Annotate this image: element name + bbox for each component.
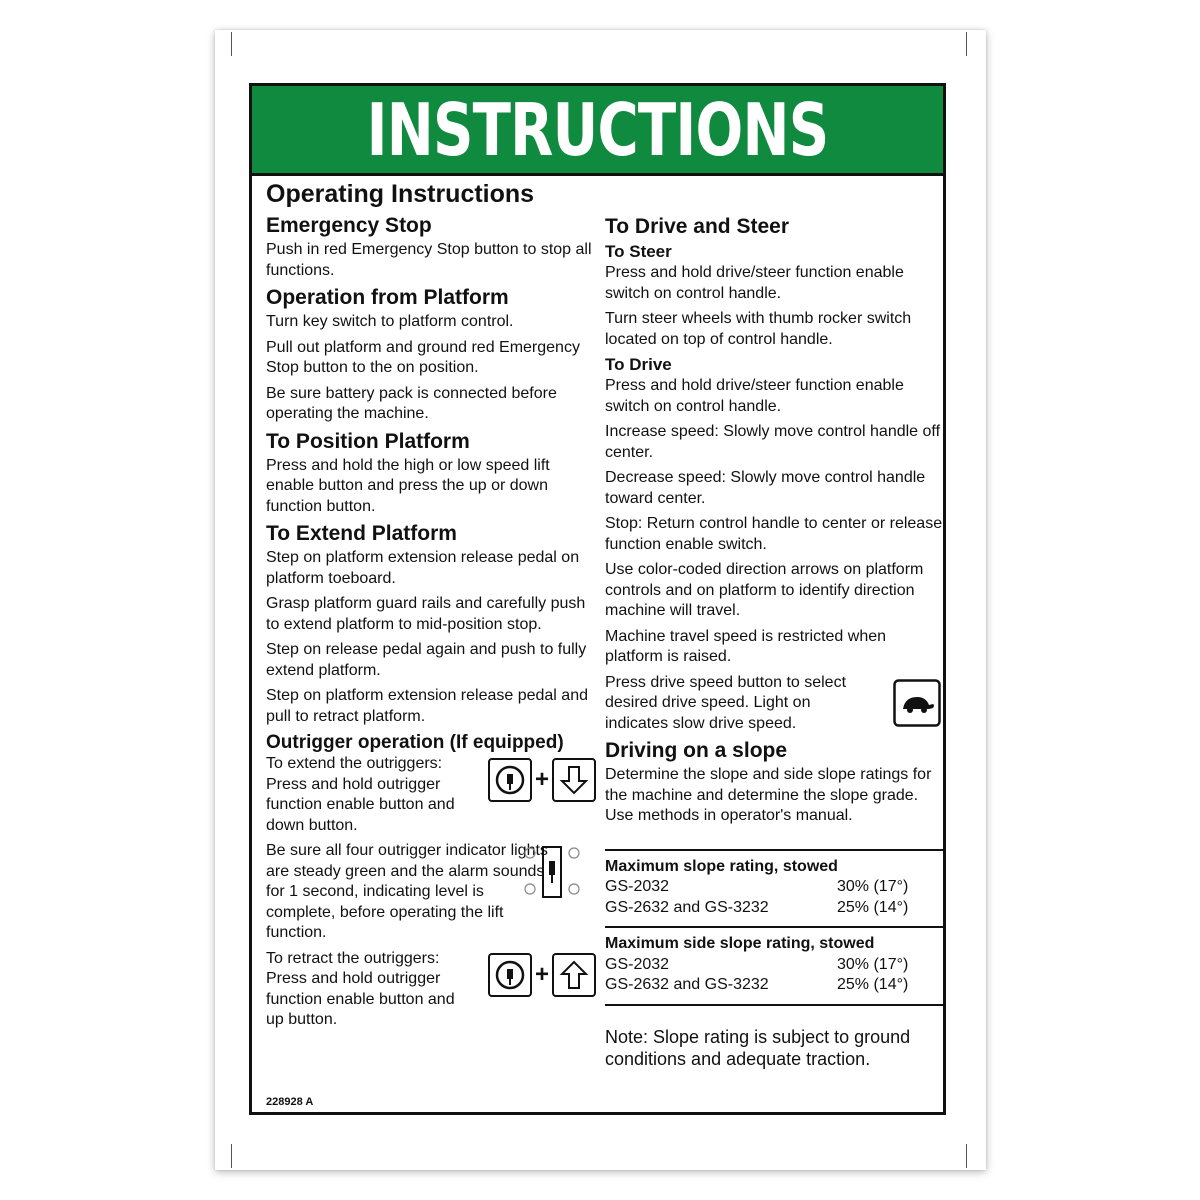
crop-mark	[231, 1144, 232, 1168]
model-cell: GS-2032	[605, 878, 670, 895]
model-cell: GS-2632 and GS-3232	[605, 898, 769, 916]
drive-p2: Increase speed: Slowly move control handle off center.	[605, 423, 941, 461]
slope-note: Note: Slope rating is subject to ground conditions and adequate traction.	[605, 1026, 911, 1069]
outrigger-retract-row	[266, 949, 596, 1031]
table-row	[605, 955, 943, 976]
banner-rule	[252, 173, 943, 176]
title-banner	[252, 86, 943, 173]
drive-p1: Press and hold drive/steer function enable switch on control handle.	[605, 377, 904, 415]
operation-platform-p3: Be sure battery pack is connected before operating the machine.	[266, 384, 557, 422]
extend-platform-heading: To Extend Platform	[266, 522, 457, 545]
table-row	[605, 975, 943, 996]
position-platform-heading: To Position Platform	[266, 429, 470, 453]
position-platform-text: Press and hold the high or low speed lift enable button and press the up or down function button.	[266, 456, 550, 515]
drive-heading: To Drive	[605, 355, 672, 374]
emergency-stop-heading: Emergency Stop	[266, 214, 432, 237]
outrigger-enable-icon	[488, 953, 532, 997]
side-slope-table	[605, 928, 943, 1004]
outrigger-retract-text: To retract the outriggers: Press and hold outrigger function enable button and up button.	[266, 949, 455, 1028]
crop-mark	[966, 1144, 967, 1168]
label-code: 228928 A	[266, 1096, 314, 1108]
outrigger-extend-text: To extend the outriggers: Press and hold outrigger function enable button and down button.	[266, 755, 455, 834]
operation-platform-heading: Operation from Platform	[266, 286, 509, 309]
table-rule	[605, 1004, 943, 1006]
emergency-stop-text: Push in red Emergency Stop button to stop all functions.	[266, 241, 592, 279]
slope-table	[605, 851, 943, 927]
extend-platform-p4: Step on platform extension release pedal and pull to retract platform.	[266, 687, 588, 725]
plus-sign: +	[534, 766, 549, 793]
outrigger-heading: Outrigger operation (If equipped)	[266, 732, 564, 753]
right-column	[605, 210, 943, 1075]
operation-platform-p2: Pull out platform and ground red Emergency Stop button to the on position.	[266, 338, 580, 376]
operation-platform-p1: Turn key switch to platform control.	[266, 313, 514, 330]
model-cell: GS-2632 and GS-3232	[605, 976, 769, 993]
rating-cell: 30% (17°)	[837, 955, 909, 973]
operating-instructions-title: Operating Instructions	[266, 180, 535, 208]
outrigger-retract-icons	[488, 953, 596, 997]
drive-p3: Decrease speed: Slowly move control handle toward center.	[605, 469, 926, 507]
outrigger-extend-row	[266, 754, 596, 836]
drive-p4: Stop: Return control handle to center or release function enable switch.	[605, 515, 943, 553]
down-arrow-icon	[552, 758, 596, 802]
rating-cell: 25% (14°)	[837, 976, 909, 993]
slope-text: Determine the slope and side slope ratings for the machine and determine the slope grade. Use methods in operator's manual.	[605, 766, 932, 824]
crop-mark	[966, 32, 967, 56]
slope-table-header: Maximum slope rating, stowed	[605, 857, 838, 875]
drive-steer-heading: To Drive and Steer	[605, 215, 789, 238]
extend-platform-p2: Grasp platform guard rails and carefully push to extend platform to mid-position stop.	[266, 595, 586, 633]
crop-mark	[231, 32, 232, 56]
steer-heading: To Steer	[605, 242, 672, 261]
model-cell: GS-2032	[605, 955, 670, 973]
slope-rating-tables	[605, 849, 943, 1006]
table-row	[605, 877, 943, 898]
side-slope-table-header: Maximum side slope rating, stowed	[605, 935, 875, 952]
steer-p2: Turn steer wheels with thumb rocker switch located on top of control handle.	[605, 310, 912, 348]
extend-platform-p1: Step on platform extension release pedal on platform toeboard.	[266, 549, 580, 587]
up-arrow-icon	[552, 953, 596, 997]
turtle-icon	[893, 679, 941, 732]
slope-heading: Driving on a slope	[605, 739, 788, 762]
outrigger-lights-row	[266, 841, 596, 944]
table-row	[605, 898, 943, 919]
outrigger-enable-icon	[488, 758, 532, 802]
drive-p5: Use color-coded direction arrows on platform controls and on platform to identify direction machine will travel.	[605, 561, 924, 619]
drive-p7: Press drive speed button to select desired drive speed. Light on indicates slow drive speed.	[605, 673, 847, 732]
drive-speed-row	[605, 673, 943, 735]
banner-title: INSTRUCTIONS	[366, 88, 829, 172]
left-column	[266, 180, 596, 1036]
drive-p6: Machine travel speed is restricted when platform is raised.	[605, 627, 887, 665]
extend-platform-p3: Step on release pedal again and push to fully extend platform.	[266, 641, 587, 679]
plus-sign: +	[534, 960, 549, 988]
rating-cell: 30% (17°)	[837, 878, 909, 895]
outrigger-lights-icon	[522, 843, 582, 906]
steer-p1: Press and hold drive/steer function enable switch on control handle.	[605, 264, 904, 302]
outrigger-lights-text: Be sure all four outrigger indicator lights are steady green and the alarm sounds for 1 second, indicating level is complete, before operating the lift function.	[266, 842, 548, 941]
rating-cell: 25% (14°)	[837, 898, 909, 916]
instructions-label	[249, 83, 946, 1115]
outrigger-extend-icons	[488, 758, 596, 802]
